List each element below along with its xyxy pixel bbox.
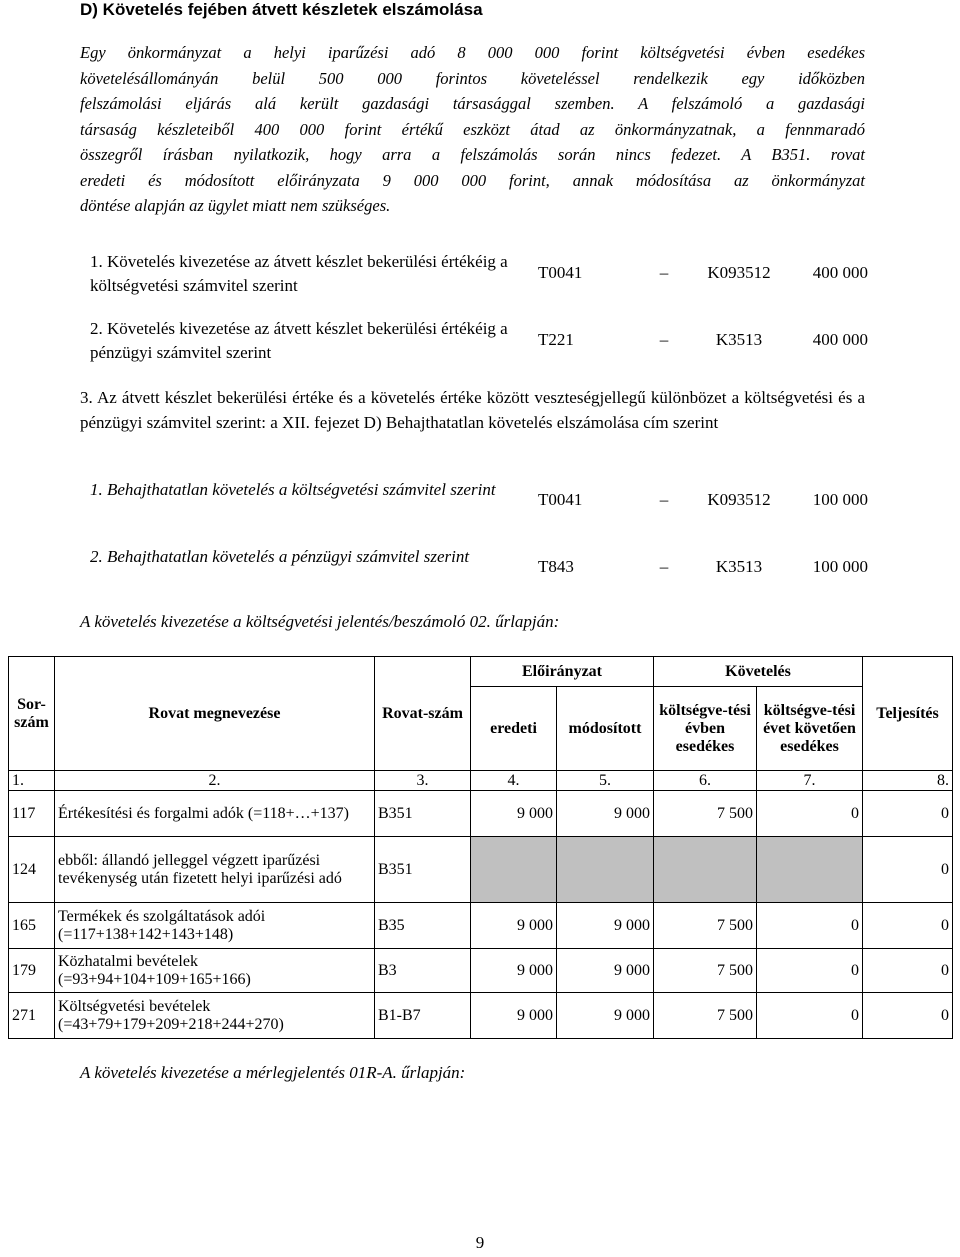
shaded-cell <box>757 837 863 903</box>
budget-report-table <box>8 656 953 1039</box>
row-eredeti: 9 000 <box>471 993 557 1039</box>
header-modositott: módosított <box>557 687 654 771</box>
row-number: 124 <box>9 837 55 903</box>
header-rovat-megnevezese: Rovat megnevezése <box>55 657 375 771</box>
row-rovat: B351 <box>375 791 471 837</box>
row-modositott: 9 000 <box>557 903 654 949</box>
row-name: ebből: állandó jelleggel végzett iparűzési tevékenység után fizetett helyi iparűzési adó <box>55 837 375 903</box>
column-number: 4. <box>471 771 557 791</box>
row-number: 271 <box>9 993 55 1039</box>
page-number: 9 <box>475 1233 485 1252</box>
row-kov: 0 <box>757 903 863 949</box>
balance-caption: A követelés kivezetése a mérlegjelentés 01R-A. űrlapján: <box>80 1063 466 1082</box>
column-number: 2. <box>55 771 375 791</box>
entry-description: 1. Követelés kivezetése az átvett készlet bekerülési értékéig a költségvetési számvitel szerint <box>90 252 508 295</box>
row-telj: 0 <box>863 993 953 1039</box>
table-row <box>9 837 953 903</box>
credit-account: K093512 <box>707 263 771 282</box>
entry-description: 1. Behajthatatlan követelés a költségvetési számvitel szerint <box>90 480 496 499</box>
table-row <box>9 791 953 837</box>
table-row <box>9 949 953 993</box>
shaded-cell <box>557 837 654 903</box>
column-number: 1. <box>9 771 55 791</box>
table-row <box>9 903 953 949</box>
row-kov: 0 <box>757 993 863 1039</box>
report-caption: A követelés kivezetése a költségvetési jelentés/beszámoló 02. űrlapján: <box>80 612 560 631</box>
row-ev: 7 500 <box>654 791 757 837</box>
entry-amount: 100 000 <box>812 490 868 509</box>
paragraph-line: társaság készleteiből 400 000 forint értékű eszközt átad az önkormányzatnak, a fennmaradó <box>80 119 865 139</box>
header-eredeti: eredeti <box>471 687 557 771</box>
row-name: Értékesítési és forgalmi adók (=118+…+137) <box>55 791 375 837</box>
header-teljesites: Teljesítés <box>863 657 953 771</box>
paragraph-line: eredeti és módosított előirányzata 9 000 000 forint, annak módosítása az önkormányzat <box>80 170 865 190</box>
credit-account: K093512 <box>707 490 771 509</box>
header-koltsegvetesi-evet-kovetoen: költségve-tési évet követően esedékes <box>757 687 863 771</box>
note-paragraph: 3. Az átvett készlet bekerülési értéke és a követelés értéke között veszteségjellegű különbözet a költségvetési és a pénzügyi számvitel szerint: a XII. fejezet D) Behajthatatlan követelés elszámolása cím szerint <box>80 388 865 432</box>
header-sorszam: Sor-szám <box>9 657 55 771</box>
row-kov: 0 <box>757 949 863 993</box>
column-number: 3. <box>375 771 471 791</box>
column-number: 7. <box>757 771 863 791</box>
shaded-cell <box>471 837 557 903</box>
row-telj: 0 <box>863 791 953 837</box>
debit-account: T0041 <box>538 490 583 509</box>
entry-accounts <box>538 263 868 283</box>
row-modositott: 9 000 <box>557 993 654 1039</box>
header-eloiranyzat: Előirányzat <box>471 657 654 687</box>
column-number: 5. <box>557 771 654 791</box>
row-eredeti: 9 000 <box>471 903 557 949</box>
row-modositott: 9 000 <box>557 791 654 837</box>
entry-description: 2. Követelés kivezetése az átvett készlet bekerülési értékéig a pénzügyi számvitel szerint <box>90 319 508 362</box>
row-number: 117 <box>9 791 55 837</box>
entry-accounts <box>538 330 868 350</box>
entry-accounts <box>538 490 868 510</box>
credit-account: K3513 <box>715 330 763 349</box>
row-telj: 0 <box>863 903 953 949</box>
entry-description: 2. Behajthatatlan követelés a pénzügyi számvitel szerint <box>90 547 470 566</box>
row-number: 179 <box>9 949 55 993</box>
row-telj: 0 <box>863 837 953 903</box>
header-rovatszam: Rovat-szám <box>375 657 471 771</box>
section-title: D) Követelés fejében átvett készletek elszámolása <box>80 0 483 19</box>
paragraph-line: felszámolási eljárás alá került gazdasági társasággal szemben. A felszámoló a gazdasági <box>80 94 865 113</box>
debit-account: T0041 <box>538 263 583 282</box>
row-name: Közhatalmi bevételek (=93+94+104+109+165+166) <box>55 949 375 993</box>
row-ev: 7 500 <box>654 949 757 993</box>
entry-dash: – <box>659 557 669 576</box>
row-kov: 0 <box>757 791 863 837</box>
header-koveteles: Követelés <box>654 657 863 687</box>
paragraph-line: Egy önkormányzat a helyi iparűzési adó 8 000 000 forint költségvetési évben esedékes <box>80 43 865 62</box>
entry-amount: 100 000 <box>812 557 868 576</box>
row-rovat: B351 <box>375 837 471 903</box>
row-name: Termékek és szolgáltatások adói (=117+138+142+143+148) <box>55 903 375 949</box>
header-koltsegvetesi-evben: költségve-tési évben esedékes <box>654 687 757 771</box>
row-rovat: B1-B7 <box>375 993 471 1039</box>
column-number: 8. <box>863 771 953 791</box>
paragraph-line: összegről írásban nyilatkozik, hogy arra a felszámolás során nincs fedezet. A B351. rovat <box>80 145 865 164</box>
entry-dash: – <box>659 490 669 509</box>
entry-accounts <box>538 557 868 577</box>
paragraph-line: követelésállományán belül 500 000 forintos követeléssel rendelkezik egy időközben <box>80 68 865 88</box>
row-number: 165 <box>9 903 55 949</box>
table-row <box>9 993 953 1039</box>
scenario-paragraph <box>80 40 865 219</box>
debit-account: T843 <box>538 557 574 576</box>
shaded-cell <box>654 837 757 903</box>
row-ev: 7 500 <box>654 993 757 1039</box>
row-telj: 0 <box>863 949 953 993</box>
row-rovat: B3 <box>375 949 471 993</box>
paragraph-line: döntése alapján az ügylet miatt nem szükséges. <box>80 196 391 215</box>
row-eredeti: 9 000 <box>471 791 557 837</box>
entry-dash: – <box>659 330 669 349</box>
row-ev: 7 500 <box>654 903 757 949</box>
credit-account: K3513 <box>715 557 763 576</box>
row-modositott: 9 000 <box>557 949 654 993</box>
column-number: 6. <box>654 771 757 791</box>
entry-amount: 400 000 <box>812 330 868 349</box>
row-rovat: B35 <box>375 903 471 949</box>
debit-account: T221 <box>538 330 574 349</box>
row-name: Költségvetési bevételek (=43+79+179+209+218+244+270) <box>55 993 375 1039</box>
entry-dash: – <box>659 263 669 282</box>
row-eredeti: 9 000 <box>471 949 557 993</box>
entry-amount: 400 000 <box>812 263 868 282</box>
